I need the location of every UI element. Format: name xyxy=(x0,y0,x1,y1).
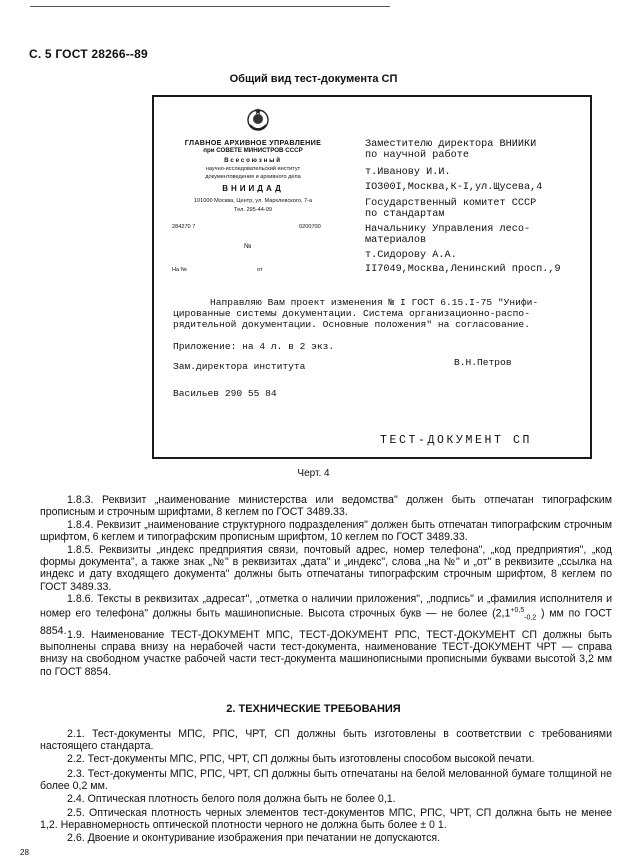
test-document-label: ТЕСТ-ДОКУМЕНТ СП xyxy=(380,434,533,447)
paragraph-1-8-3: 1.8.3. Реквизит „наименование министерства или ведомства" должен быть отпечатан типографским прописным и строчным шрифтами, 8 кеглем по ГОСТ 3489.33. xyxy=(40,494,612,519)
page-number: 28 xyxy=(20,848,29,857)
paragraph-2-1: 2.1. Тест-документы МПС, РПС, ЧРТ, СП должны быть изготовлены в соответствии с требованиями настоящего стандарта. xyxy=(40,728,612,753)
org-code-right: 0200700 xyxy=(299,224,321,230)
addressee-line-2: по научной работе xyxy=(365,150,469,161)
addressee-line-9: т.Сидорову А.А. xyxy=(365,250,457,261)
paragraph-1-8-4: 1.8.4. Реквизит „наименование структурного подразделения" должен быть отпечатан типографским строчным шрифтом, 6 кеглем и типографским прописным шрифтом, 10 кеглем по ГОСТ 3489.33. xyxy=(40,519,612,544)
body-line-3: рядительной документации. Основные положения" на согласование. xyxy=(173,319,530,330)
addressee-line-10: II7049,Москва,Ленинский просп.,9 xyxy=(365,264,561,275)
paragraph-1-8-6-tail: ) мм по ГОСТ 8854. xyxy=(40,607,612,638)
paragraph-2-3: 2.3. Тест-документы МПС, РПС, ЧРТ, СП должны быть отпечатаны на белой мелованной бумаге толщиной не более 0,2 мм. xyxy=(40,768,612,793)
state-emblem-icon xyxy=(246,107,270,133)
paragraph-1-9: 1.9. Наименование ТЕСТ-ДОКУМЕНТ МПС, ТЕСТ-ДОКУМЕНТ РПС, ТЕСТ-ДОКУМЕНТ СП должны быть выполнены справа внизу на нерабочей части тест-документа, наименование ТЕСТ-ДОКУМЕНТ ЧРТ — справа внизу на свободном участке рабочей части тест-документа машинописными прописными буквами высотой 3,2 мм по ГОСТ 8854. xyxy=(40,629,612,678)
page-header: С. 5 ГОСТ 28266--89 xyxy=(29,47,148,61)
figure-title: Общий вид тест-документа СП xyxy=(229,73,398,85)
org-line-5: документоведения и архивного дела xyxy=(205,174,301,180)
org-address: 101000 Москва, Центр, ул. Мархлевского, 7-а xyxy=(193,198,313,204)
body-line-1: Направляю Вам проект изменения № I ГОСТ 6.15.I-75 "Унифи- xyxy=(210,297,539,308)
addressee-line-3: т.Иванову И.И. xyxy=(365,167,451,178)
signer-title: Зам.директора института xyxy=(173,361,306,372)
section-heading: 2. ТЕХНИЧЕСКИЕ ТРЕБОВАНИЯ xyxy=(226,703,401,715)
org-phone: Тел. 295-44-99 xyxy=(234,207,272,213)
figure-caption: Черт. 4 xyxy=(297,468,330,479)
org-acronym: ВНИИДАД xyxy=(222,184,284,193)
org-line-1: ГЛАВНОЕ АРХИВНОЕ УПРАВЛЕНИЕ xyxy=(184,138,322,147)
paragraph-2-6: 2.6. Двоение и оконтуривание изображения при печатании не допускаются. xyxy=(67,832,441,844)
org-line-3: Всесоюзный xyxy=(224,157,282,164)
paragraph-2-2: 2.2. Тест-документы МПС, РПС, ЧРТ, СП должны быть изготовлены способом высокой печати. xyxy=(67,753,535,765)
addressee-line-7: Начальнику Управления лесо- xyxy=(365,224,531,235)
executor-line: Васильев 290 55 84 xyxy=(173,388,277,399)
addressee-line-8: материалов xyxy=(365,235,427,246)
paragraph-1-8-5: 1.8.5. Реквизиты „индекс предприятия связи, почтовый адрес, номер телефона", „код предприятия", „код формы документа", а также знак „№" в реквизитах „дата" и „индекс", слова „на №" и „от" в реквизите „ссылка на индекс и дату входящего документа" должны быть отпечатаны типографским строчным шрифтом, 8 кеглем по ГОСТ 3489.33. xyxy=(40,544,612,593)
addressee-line-5: Государственный комитет СССР xyxy=(365,198,537,209)
number-sign: № xyxy=(244,243,252,250)
addressee-line-1: Заместителю директора ВНИИКИ xyxy=(365,139,537,150)
signer-name: В.Н.Петров xyxy=(454,357,512,368)
paragraph-2-4: 2.4. Оптическая плотность белого поля должна быть не более 0,1. xyxy=(67,793,396,805)
addressee-line-4: IO300I,Москва,К-I,ул.Щусева,4 xyxy=(365,182,543,193)
tolerance-lower: -0,2 xyxy=(524,614,537,622)
top-rule xyxy=(30,6,390,7)
addressee-line-6: по стандартам xyxy=(365,209,445,220)
body-line-2: цированные системы документации. Система организационно-распо- xyxy=(173,308,530,319)
paragraph-1-8-6-text: 1.8.6. Тексты в реквизитах „адресат", „отметка о наличии приложения", „подпись" и „фамилия исполнителя и номер его телефона" должны быть машинописные. Высота строчных букв — не более (2,1 xyxy=(40,593,612,620)
ref-no-field: На № xyxy=(172,267,187,273)
ref-from-field: от xyxy=(257,267,263,273)
org-line-2: при СОВЕТЕ МИНИСТРОВ СССР xyxy=(203,147,303,154)
attachment-line: Приложение: на 4 л. в 2 экз. xyxy=(173,341,335,352)
org-line-4: научно-исследовательский институт xyxy=(205,166,301,172)
tolerance-upper: +0,5 xyxy=(510,607,525,615)
org-code-left: 284270 7 xyxy=(172,224,196,230)
paragraph-2-5: 2.5. Оптическая плотность черных элементов тест-документов МПС, РПС, ЧРТ, СП должна быть не менее 1,2. Неравномерность оптической плотности черного не должна быть более ± 0 1. xyxy=(40,807,612,832)
